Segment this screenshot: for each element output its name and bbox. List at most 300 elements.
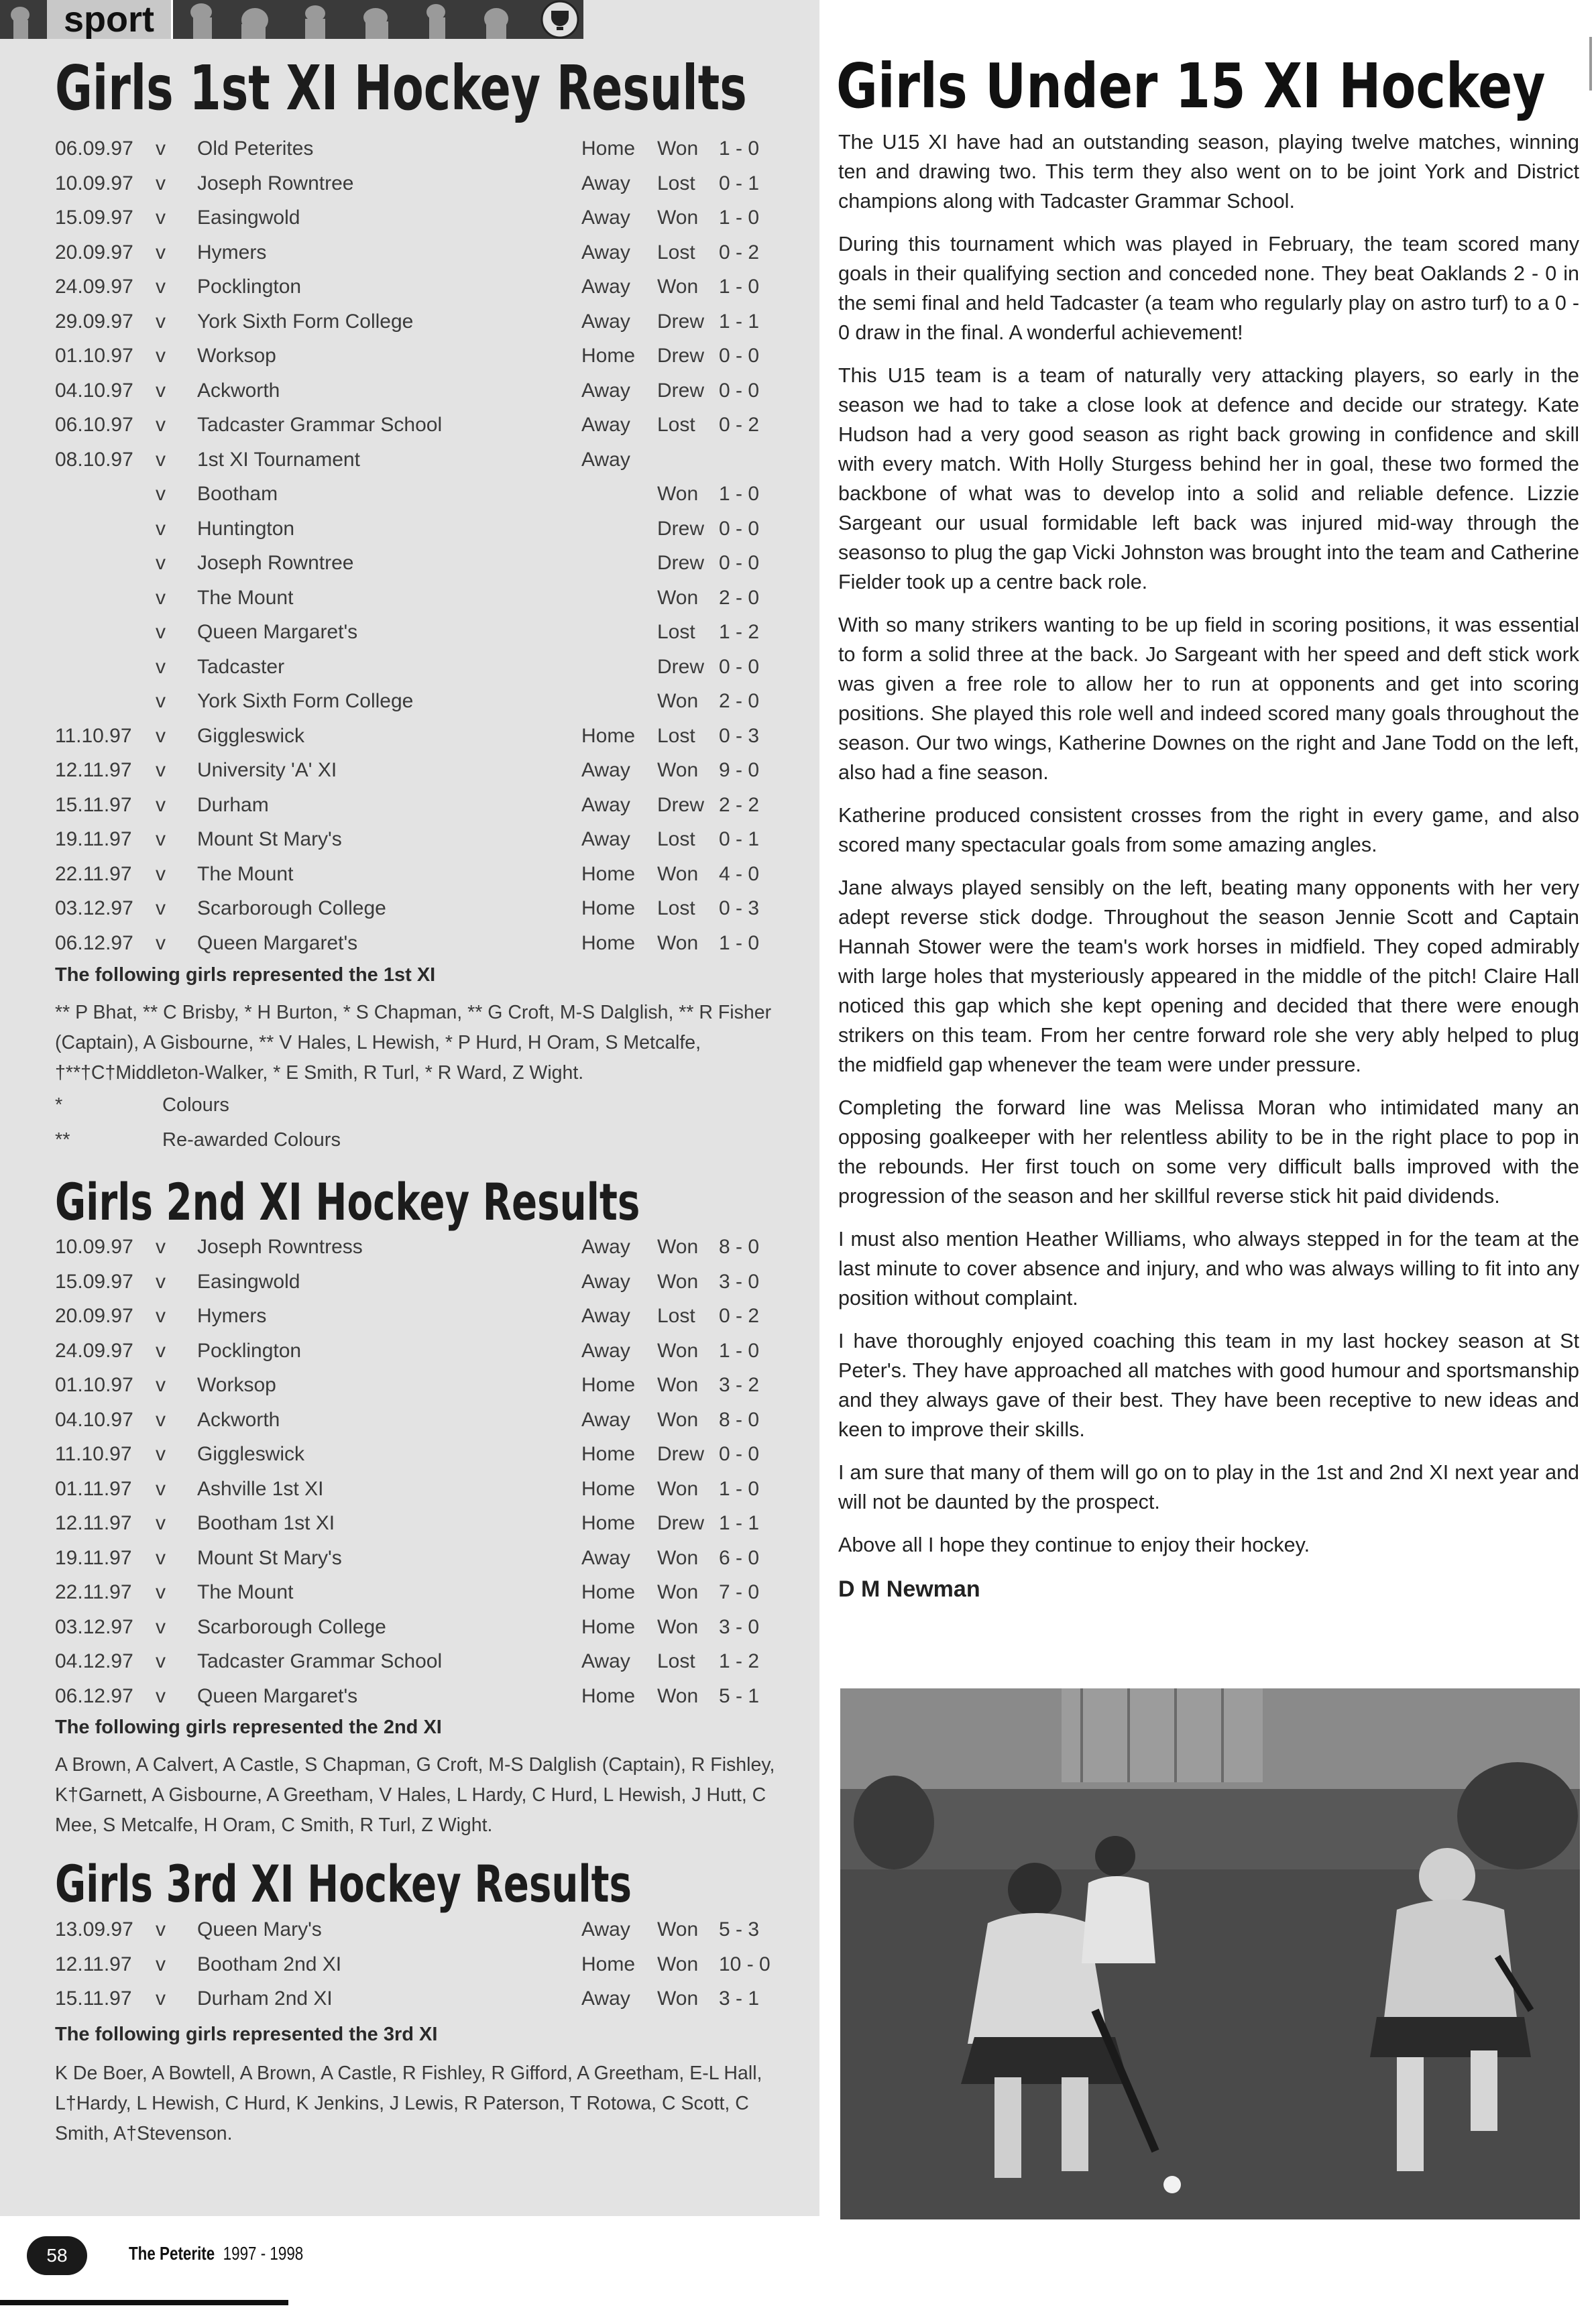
match-date: 24.09.97 [55,276,133,298]
versus-marker: v [156,172,166,194]
versus-marker: v [156,586,166,609]
match-result: Won [657,931,699,954]
versus-marker: v [156,1546,166,1569]
match-score: 10 - 0 [719,1953,771,1975]
legend-meaning: Re-awarded Colours [162,1129,341,1151]
legend-symbol: * [55,1094,63,1116]
opponent-name: Ackworth [197,379,280,402]
match-venue: Away [581,828,630,850]
opponent-name: Scarborough College [197,897,386,919]
opponent-name: The Mount [197,1581,294,1603]
versus-marker: v [156,1512,166,1534]
opponent-name: Joseph Rowntress [197,1236,363,1258]
opponent-name: Tadcaster [197,655,285,678]
article-paragraph: Completing the forward line was Melissa Moran who intimidated many an opposing goalkeeper with her relentless ability to be in the right place to pop in the rebounds. Her first touch on some very difficult balls improved with the progression of the season and her skillful reverse stick hit paid dividends. [838,1096,1579,1208]
match-score: 0 - 1 [719,828,760,850]
match-score: 3 - 0 [719,1615,760,1638]
match-score: 4 - 0 [719,862,760,885]
match-result: Lost [657,241,695,264]
versus-marker: v [156,1270,166,1293]
match-venue: Away [581,1408,630,1431]
match-venue: Away [581,276,630,298]
versus-marker: v [156,1408,166,1431]
versus-marker: v [156,379,166,402]
match-score: 0 - 0 [719,517,760,540]
versus-marker: v [156,793,166,816]
result-row [55,719,793,754]
match-result: Lost [657,1650,695,1672]
result-row [55,512,793,546]
versus-marker: v [156,1918,166,1941]
match-score: 0 - 0 [719,379,760,402]
second-xi-represented-label: The following girls represented the 2nd XI [55,1717,442,1738]
versus-marker: v [156,828,166,850]
match-result: Won [657,1270,699,1293]
match-score: 3 - 0 [719,1270,760,1293]
match-date: 03.12.97 [55,1615,133,1638]
result-row [55,684,793,719]
match-score: 8 - 0 [719,1408,760,1431]
match-score: 1 - 1 [719,310,760,333]
match-result: Won [657,1684,699,1707]
match-result: Won [657,483,699,505]
match-result: Won [657,1546,699,1569]
match-date: 01.11.97 [55,1477,132,1500]
match-result: Won [657,207,699,229]
opponent-name: Tadcaster Grammar School [197,414,443,436]
result-row [55,891,793,926]
opponent-name: York Sixth Form College [197,690,414,712]
match-venue: Away [581,1339,630,1362]
match-score: 0 - 0 [719,1443,760,1465]
opponent-name: The Mount [197,862,294,885]
opponent-name: Bootham 1st XI [197,1512,335,1534]
article-paragraph: The U15 XI have had an outstanding season, playing twelve matches, winning ten and drawing two. This term they also went on to be joint York and District champions along with Tadcaster Grammar School. [838,131,1579,213]
versus-marker: v [156,1305,166,1327]
match-date: 11.10.97 [55,724,132,747]
match-result: Lost [657,621,695,643]
match-result: Drew [657,552,705,574]
match-date: 19.11.97 [55,1546,132,1569]
versus-marker: v [156,448,166,471]
result-row [55,270,793,304]
match-score: 1 - 2 [719,621,760,643]
match-score: 9 - 0 [719,759,760,781]
result-row [55,200,793,235]
match-result: Won [657,1374,699,1396]
match-score: 0 - 1 [719,172,760,194]
versus-marker: v [156,1236,166,1258]
article-paragraph: This U15 team is a team of naturally very attacking players, so early in the season we had to take a close look at defence and decide our strategy. Kate Hudson had a very good season as right back growing in confidence and skill with every match. With Holly Sturgess behind her in goal, these two formed the backbone of what was to develop into a solid and reliable defence. Lizzie Sargeant our usual formidable left back was injured mid-way through the seasonso to plug the gap Vicki Johnston was brought into the team and Catherine Fielder took up a centre back role. [838,364,1579,593]
match-venue: Away [581,793,630,816]
match-result: Won [657,1236,699,1258]
article-body [838,127,1579,1617]
opponent-name: Mount St Mary's [197,828,342,850]
match-result: Lost [657,172,695,194]
hockey-players-image-icon [840,1688,1580,2219]
legend-meaning: Colours [162,1094,229,1116]
versus-marker: v [156,1987,166,2010]
match-date: 12.11.97 [55,1953,132,1975]
article-paragraph: Jane always played sensibly on the left, beating many opponents with her very adept reverse stick dodge. Throughout the season Jennie Scott and Captain Hannah Stower were the team's work horses in midfield. They coped admirably with large holes that mysteriously appeared in the middle of the pitch! Claire Hall noticed this gap which she kept opening and decided that there were enough strikers on this team. From her centre forward role she very ably helped to plug the midfield gap whenever the team were under pressure. [838,876,1579,1076]
opponent-name: Queen Margaret's [197,1684,358,1707]
result-row [55,1334,793,1369]
match-score: 0 - 3 [719,897,760,919]
match-score: 1 - 1 [719,1512,760,1534]
result-row [55,235,793,270]
match-result: Won [657,862,699,885]
second-xi-title: Girls 2nd XI Hockey Results [55,1172,640,1232]
opponent-name: Pocklington [197,276,302,298]
legend-symbol: ** [55,1129,70,1151]
article-paragraph: During this tournament which was played in February, the team scored many goals in their qualifying section and conceded none. They beat Oaklands 2 - 0 in the semi final and held Tadcaster (a team who regularly play on astro turf) to a 0 - 0 draw in the final. A wonderful achievement! [838,233,1579,344]
match-score: 5 - 3 [719,1918,760,1941]
result-row [55,926,793,961]
result-row [55,1541,793,1576]
match-venue: Home [581,1512,636,1534]
result-row [55,822,793,857]
opponent-name: Tadcaster Grammar School [197,1650,443,1672]
versus-marker: v [156,1650,166,1672]
versus-marker: v [156,1477,166,1500]
match-result: Won [657,586,699,609]
match-venue: Away [581,759,630,781]
match-score: 0 - 2 [719,241,760,264]
match-result: Lost [657,1305,695,1327]
match-score: 6 - 0 [719,1546,760,1569]
versus-marker: v [156,1339,166,1362]
match-result: Won [657,1918,699,1941]
versus-marker: v [156,137,166,160]
match-date: 24.09.97 [55,1339,133,1362]
opponent-name: Easingwold [197,207,300,229]
match-score: 0 - 0 [719,552,760,574]
opponent-name: Worksop [197,1374,276,1396]
first-xi-names: ** P Bhat, ** C Brisby, * H Burton, * S Chapman, ** G Croft, M-S Dalglish, ** R Fisher (Captain), A Gisbourne, ** V Hales, L Hewish, * P Hurd, H Oram, S Metcalfe, †**†C†Middleton-Walker, * E Smith, R Turl, * R Ward, Z Wight. [55,1002,772,1084]
match-date: 22.11.97 [55,1581,132,1603]
match-venue: Home [581,1953,636,1975]
opponent-name: University 'A' XI [197,759,337,781]
versus-marker: v [156,241,166,264]
match-date: 15.09.97 [55,207,133,229]
match-score: 1 - 0 [719,931,760,954]
match-venue: Home [581,724,636,747]
match-venue: Away [581,1650,630,1672]
first-xi-title: Girls 1st XI Hockey Results [55,52,747,124]
opponent-name: Huntington [197,517,295,540]
opponent-name: Worksop [197,345,276,367]
match-venue: Away [581,379,630,402]
publication-years: 1997 - 1998 [223,2243,304,2264]
match-venue: Away [581,1270,630,1293]
match-date: 06.12.97 [55,931,133,954]
result-row [55,1506,793,1541]
opponent-name: 1st XI Tournament [197,448,360,471]
article-paragraph: Katherine produced consistent crosses from the right in every game, and also scored many spectacular goals from some amazing angles. [838,804,1579,856]
opponent-name: Durham [197,793,269,816]
opponent-name: York Sixth Form College [197,310,414,333]
section-label: sport [47,0,173,39]
third-xi-results [55,1912,793,2016]
versus-marker: v [156,517,166,540]
result-row [55,1368,793,1403]
result-row [55,650,793,685]
result-row [55,166,793,201]
opponent-name: Old Peterites [197,137,314,160]
match-result: Drew [657,1512,705,1534]
match-score: 0 - 0 [719,655,760,678]
match-date: 10.09.97 [55,172,133,194]
result-row [55,477,793,512]
match-result: Drew [657,310,705,333]
result-row [55,857,793,892]
result-row [55,753,793,788]
match-score: 1 - 0 [719,1477,760,1500]
match-date: 04.12.97 [55,1650,133,1672]
match-score: 1 - 0 [719,483,760,505]
match-date: 06.09.97 [55,137,133,160]
match-score: 0 - 2 [719,1305,760,1327]
versus-marker: v [156,690,166,712]
match-venue: Away [581,310,630,333]
match-score: 2 - 0 [719,690,760,712]
second-xi-results [55,1230,793,1713]
match-score: 3 - 1 [719,1987,760,2010]
result-row [55,1230,793,1265]
match-date: 13.09.97 [55,1918,133,1941]
versus-marker: v [156,759,166,781]
match-result: Lost [657,897,695,919]
match-date: 03.12.97 [55,897,133,919]
sport-banner [0,0,583,39]
match-score: 1 - 2 [719,1650,760,1672]
match-venue: Away [581,1918,630,1941]
result-row [55,1947,793,1982]
result-row [55,1679,793,1714]
match-date: 19.11.97 [55,828,132,850]
opponent-name: Scarborough College [197,1615,386,1638]
article-paragraph: I must also mention Heather Williams, who always stepped in for the team at the last minute to cover absence and injury, and who was always willing to fit into any position without complaint. [838,1228,1579,1310]
match-date: 15.09.97 [55,1270,133,1293]
match-result: Won [657,1953,699,1975]
match-venue: Away [581,172,630,194]
match-result: Drew [657,655,705,678]
versus-marker: v [156,1443,166,1465]
match-date: 06.12.97 [55,1684,133,1707]
match-date: 20.09.97 [55,1305,133,1327]
match-venue: Away [581,1305,630,1327]
match-date: 12.11.97 [55,1512,132,1534]
article-author: D M Newman [838,1576,980,1602]
match-venue: Home [581,345,636,367]
match-result: Lost [657,828,695,850]
versus-marker: v [156,552,166,574]
match-venue: Away [581,241,630,264]
match-score: 1 - 0 [719,207,760,229]
versus-marker: v [156,724,166,747]
match-score: 8 - 0 [719,1236,760,1258]
match-venue: Home [581,1615,636,1638]
result-row [55,408,793,443]
match-result: Won [657,1408,699,1431]
match-result: Drew [657,517,705,540]
match-result: Drew [657,793,705,816]
match-result: Won [657,137,699,160]
match-date: 06.10.97 [55,414,133,436]
match-score: 5 - 1 [719,1684,760,1707]
match-date: 29.09.97 [55,310,133,333]
match-result: Won [657,1339,699,1362]
opponent-name: Queen Margaret's [197,621,358,643]
second-xi-names: A Brown, A Calvert, A Castle, S Chapman, G Croft, M-S Dalglish (Captain), R Fishley, K†Garnett, A Gisbourne, A Greetham, V Hales, L Hardy, C Hurd, L Hewish, J Hutt, C Mee, S Metcalfe, H Oram, C Smith, R Turl, Z Wight. [55,1754,775,1836]
opponent-name: Bootham [197,483,278,505]
match-venue: Away [581,1987,630,2010]
result-row [55,1644,793,1679]
opponent-name: Easingwold [197,1270,300,1293]
opponent-name: Joseph Rowntree [197,552,354,574]
result-row [55,1981,793,2016]
opponent-name: Mount St Mary's [197,1546,342,1569]
match-result: Drew [657,1443,705,1465]
page-footer [0,2230,671,2283]
match-result: Won [657,1581,699,1603]
match-date: 15.11.97 [55,793,132,816]
result-row [55,1437,793,1472]
match-score: 1 - 0 [719,1339,760,1362]
opponent-name: Ashville 1st XI [197,1477,324,1500]
result-row [55,1472,793,1507]
versus-marker: v [156,1615,166,1638]
versus-marker: v [156,1684,166,1707]
match-date: 01.10.97 [55,1374,133,1396]
match-result: Won [657,690,699,712]
versus-marker: v [156,1581,166,1603]
match-venue: Home [581,137,636,160]
result-row [55,546,793,581]
result-row [55,304,793,339]
article-paragraph: With so many strikers wanting to be up field in scoring positions, it was essential to form a solid three at the back. Jo Sargeant with her speed and deft stick work was given a free role to allow her to run at opponents and get into scoring positions. She played this role well and indeed scored many goals throughout the season. Our two wings, Katherine Downes on the right and Jane Todd on the left, also had a fine season. [838,614,1579,784]
match-score: 0 - 3 [719,724,760,747]
match-result: Won [657,1477,699,1500]
match-result: Won [657,1987,699,2010]
match-venue: Home [581,931,636,954]
third-xi-represented-label: The following girls represented the 3rd XI [55,2024,438,2045]
match-result: Won [657,759,699,781]
result-row [55,581,793,616]
match-venue: Away [581,207,630,229]
versus-marker: v [156,897,166,919]
bottom-rule [0,2300,288,2305]
publication-credit [129,2243,303,2264]
match-venue: Away [581,1546,630,1569]
match-score: 0 - 2 [719,414,760,436]
versus-marker: v [156,310,166,333]
page-edge-mark [1589,37,1592,91]
opponent-name: Pocklington [197,1339,302,1362]
result-row [55,339,793,373]
match-date: 08.10.97 [55,448,133,471]
result-row [55,1265,793,1299]
match-venue: Away [581,448,630,471]
article-paragraph: I am sure that many of them will go on to play in the 1st and 2nd XI next year and will not be daunted by the prospect. [838,1461,1579,1513]
versus-marker: v [156,862,166,885]
versus-marker: v [156,207,166,229]
match-score: 2 - 0 [719,586,760,609]
match-score: 1 - 0 [719,137,760,160]
opponent-name: Queen Mary's [197,1918,322,1941]
result-row [55,1299,793,1334]
page-number: 58 [27,2236,87,2275]
match-venue: Home [581,897,636,919]
match-score: 2 - 2 [719,793,760,816]
versus-marker: v [156,1953,166,1975]
match-result: Drew [657,379,705,402]
opponent-name: Joseph Rowntree [197,172,354,194]
opponent-name: Ackworth [197,1408,280,1431]
article-title: Girls Under 15 XI Hockey [836,50,1546,122]
match-venue: Home [581,1477,636,1500]
match-date: 11.10.97 [55,1443,132,1465]
result-row [55,1403,793,1438]
result-row [55,373,793,408]
versus-marker: v [156,276,166,298]
opponent-name: The Mount [197,586,294,609]
match-venue: Away [581,414,630,436]
first-xi-results [55,131,793,960]
match-venue: Home [581,1443,636,1465]
article-paragraph: I have thoroughly enjoyed coaching this team in my last hockey season at St Peter's. They have approached all matches with good humour and sportsmanship and they always gave of their best. They have been receptive to new ideas and keen to improve their skills. [838,1330,1579,1441]
match-date: 04.10.97 [55,379,133,402]
match-result: Won [657,1615,699,1638]
opponent-name: Hymers [197,241,267,264]
opponent-name: Hymers [197,1305,267,1327]
hockey-photo [840,1688,1580,2219]
result-row [55,1610,793,1645]
match-result: Lost [657,414,695,436]
versus-marker: v [156,931,166,954]
result-row [55,788,793,823]
match-date: 04.10.97 [55,1408,133,1431]
match-result: Lost [657,724,695,747]
third-xi-title: Girls 3rd XI Hockey Results [55,1854,632,1914]
result-row [55,443,793,477]
match-venue: Home [581,1581,636,1603]
publication-name: The Peterite [129,2243,215,2264]
match-date: 12.11.97 [55,759,132,781]
versus-marker: v [156,655,166,678]
match-result: Drew [657,345,705,367]
result-row [55,131,793,166]
result-row [55,1912,793,1947]
versus-marker: v [156,414,166,436]
versus-marker: v [156,621,166,643]
match-score: 0 - 0 [719,345,760,367]
versus-marker: v [156,345,166,367]
versus-marker: v [156,483,166,505]
match-venue: Home [581,1374,636,1396]
result-row [55,1575,793,1610]
versus-marker: v [156,1374,166,1396]
match-date: 22.11.97 [55,862,132,885]
match-venue: Home [581,1684,636,1707]
opponent-name: Queen Margaret's [197,931,358,954]
match-date: 20.09.97 [55,241,133,264]
match-date: 01.10.97 [55,345,133,367]
match-venue: Away [581,1236,630,1258]
match-result: Won [657,276,699,298]
opponent-name: Durham 2nd XI [197,1987,333,2010]
opponent-name: Bootham 2nd XI [197,1953,342,1975]
